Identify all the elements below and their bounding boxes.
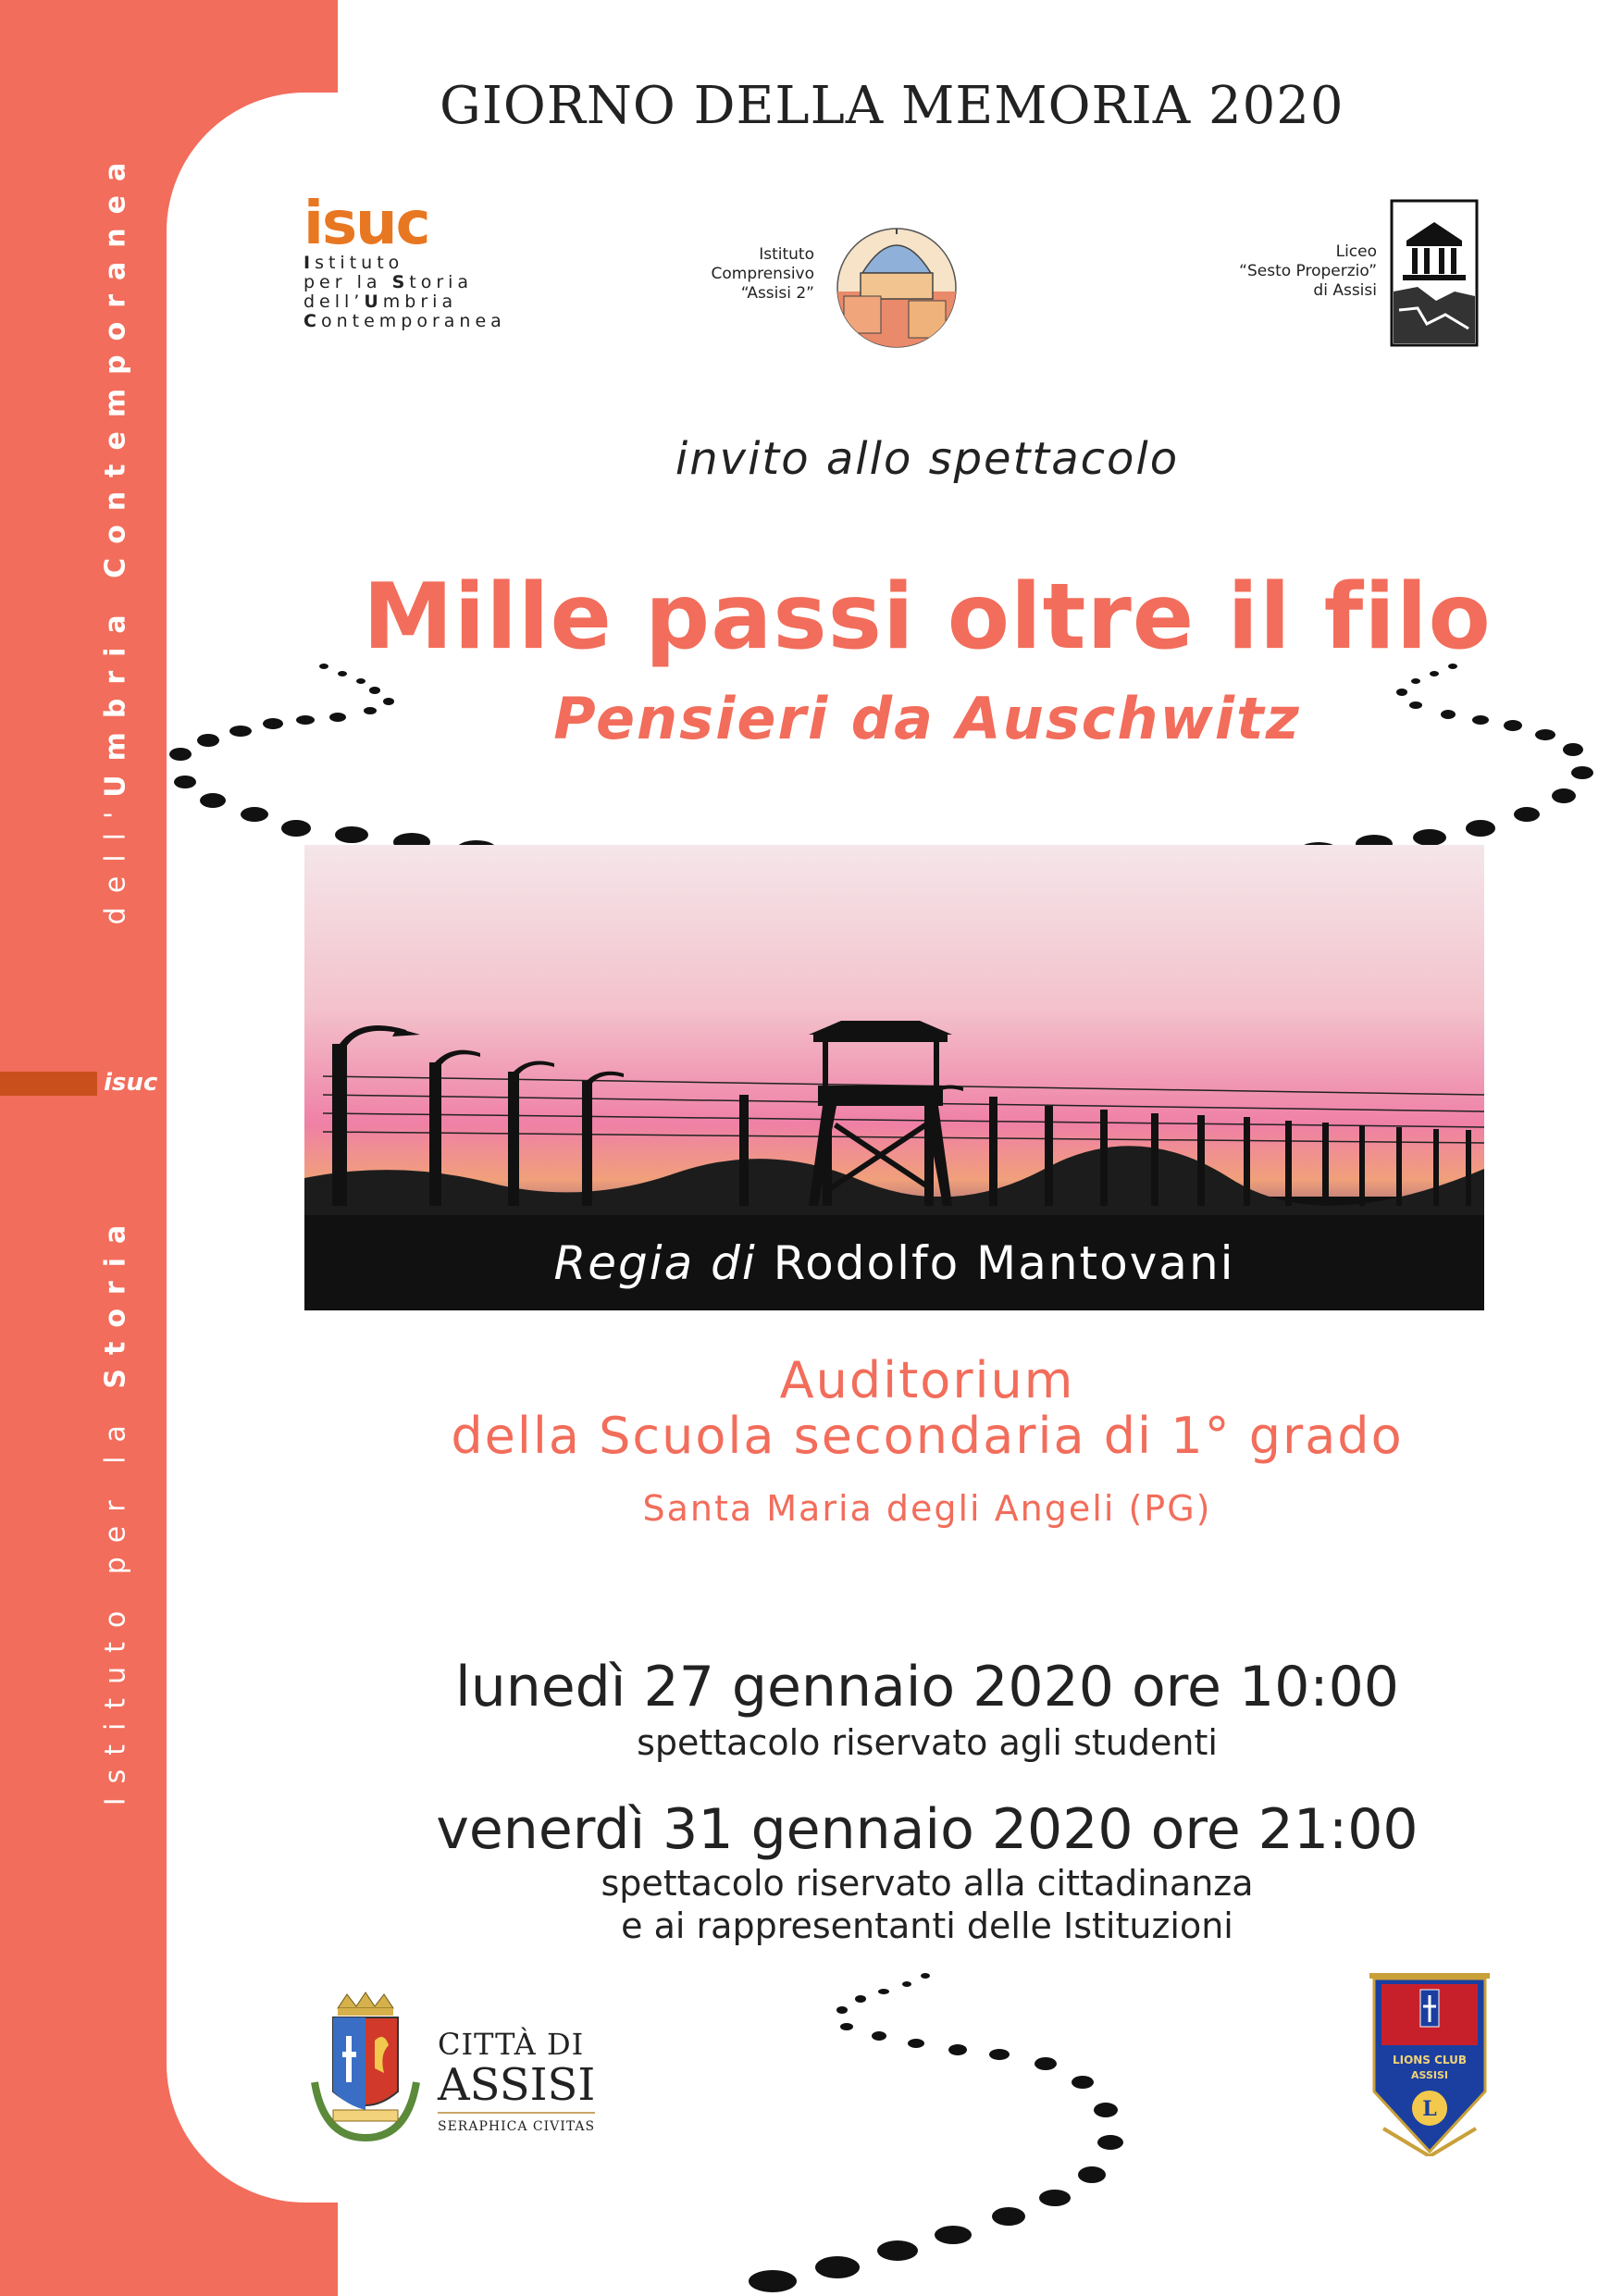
footprints-decoration-bottom [601, 1962, 1175, 2296]
coat-of-arms-icon [305, 1990, 426, 2156]
ic-label: Istituto Comprensivo “Assisi 2” [711, 245, 814, 303]
lions-label: LIONS CLUB [1392, 2054, 1468, 2066]
istituto-comprensivo-logo [689, 194, 967, 352]
date-2-note-2: e ai rappresentanti delle Istituzioni [621, 1905, 1233, 1946]
sidebar-text-umbria: dell'Umbria Contemporanea [99, 148, 132, 925]
lions-club-pennant [1365, 1971, 1494, 2156]
date-1-note: spettacolo riservato agli studenti [637, 1722, 1218, 1763]
lions-emblem: L [1422, 2097, 1437, 2121]
sidebar-text-istituto: Istituto per la Storia [99, 1210, 132, 1806]
invite-line: invito allo spettacolo [675, 433, 1180, 485]
temple-icon [1390, 199, 1479, 347]
isuc-line-1: Istituto [304, 253, 404, 273]
page-title: GIORNO DELLA MEMORIA 2020 [440, 76, 1344, 136]
date-2-note-1: spettacolo riservato alla cittadinanza [601, 1863, 1254, 1904]
isuc-line-2: per la Storia [304, 272, 474, 292]
auschwitz-sunset-photo [304, 845, 1484, 1310]
venue-line-3: Santa Maria degli Angeli (PG) [642, 1488, 1212, 1529]
liceo-logo [1194, 194, 1490, 347]
lions-assisi-label: ASSISI [1411, 2069, 1448, 2081]
isuc-logo [304, 190, 544, 331]
footprints-decoration-top [167, 648, 1610, 861]
dome-icon [835, 208, 959, 349]
citta-di-assisi-logo [305, 1990, 596, 2156]
venue-line-2: della Scuola secondaria di 1° grado [451, 1407, 1404, 1465]
date-2: venerdì 31 gennaio 2020 ore 21:00 [436, 1797, 1419, 1862]
assisi-wordmark: CITTÀ DI ASSISI SERAPHICA CIVITAS [438, 2027, 596, 2134]
venue-line-1: Auditorium [779, 1351, 1075, 1409]
date-1: lunedì 27 gennaio 2020 ore 10:00 [455, 1655, 1399, 1719]
isuc-mark: isuc [304, 190, 429, 258]
director-credit: Regia di Rodolfo Mantovani [553, 1236, 1235, 1290]
isuc-line-3: dell’Umbria [304, 292, 458, 312]
show-title: Mille passi oltre il filo [363, 565, 1492, 670]
sidebar-accent-bar [0, 1072, 97, 1096]
liceo-label: Liceo “Sesto Properzio” di Assisi [1239, 242, 1377, 300]
isuc-line-4: Contemporanea [304, 311, 506, 331]
show-subtitle: Pensieri da Auschwitz [553, 685, 1301, 752]
sidebar-isuc-logo: isuc [104, 1069, 158, 1097]
